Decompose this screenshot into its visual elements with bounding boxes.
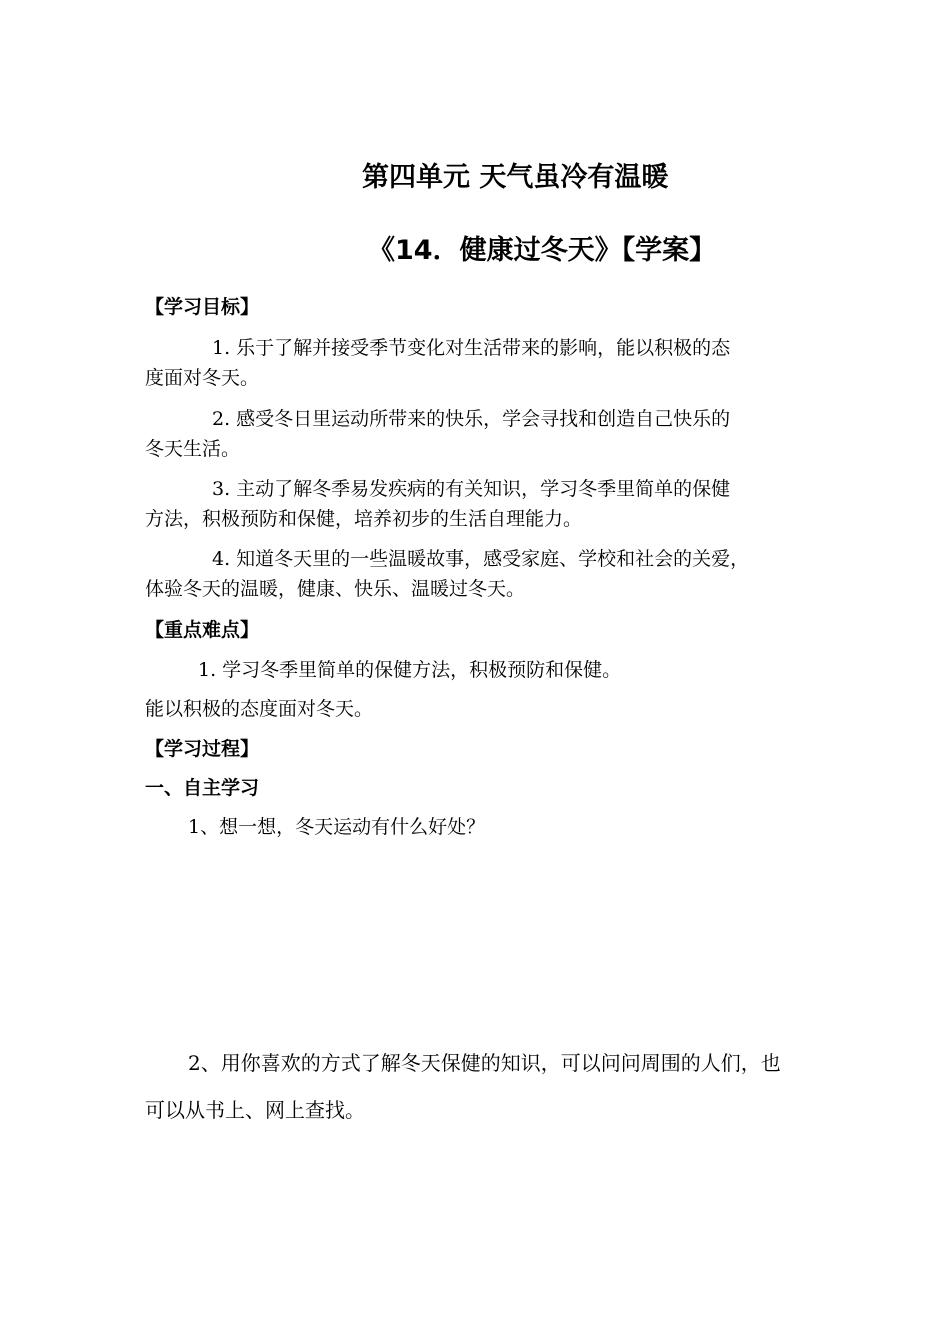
objective-2-line-1: 2. 感受冬日里运动所带来的快乐，学会寻找和创造自己快乐的 [212,408,731,430]
key-points-heading: 【重点难点】 [145,619,260,641]
process-heading: 【学习过程】 [145,738,260,760]
objective-1-line-1: 1. 乐于了解并接受季节变化对生活带来的影响，能以积极的态 [212,337,731,359]
question-1: 1、想一想，冬天运动有什么好处？ [188,816,486,838]
question-2-line-1: 2、用你喜欢的方式了解冬天保健的知识，可以问问周围的人们，也 [188,1051,781,1075]
objective-4-line-2: 体验冬天的温暖，健康、快乐、温暖过冬天。 [145,578,526,600]
lesson-title: 《14．健康过冬天》【学案】 [368,235,717,266]
key-point-1: 1. 学习冬季里简单的保健方法，积极预防和保健。 [198,659,622,681]
objective-3-line-1: 3. 主动了解冬季易发疾病的有关知识，学习冬季里简单的保健 [212,478,731,500]
key-point-2: 能以积极的态度面对冬天。 [145,698,374,720]
section-self-study: 一、自主学习 [145,777,260,799]
objectives-heading: 【学习目标】 [145,296,260,318]
objective-3-line-2: 方法，积极预防和保健，培养初步的生活自理能力。 [145,508,583,530]
objective-2-line-2: 冬天生活。 [145,438,241,460]
unit-title: 第四单元 天气虽冷有温暖 [362,162,669,193]
question-2-line-2: 可以从书上、网上查找。 [145,1098,365,1122]
objective-1-line-2: 度面对冬天。 [145,367,260,389]
objective-4-line-1: 4. 知道冬天里的一些温暖故事，感受家庭、学校和社会的关爱， [212,548,750,570]
